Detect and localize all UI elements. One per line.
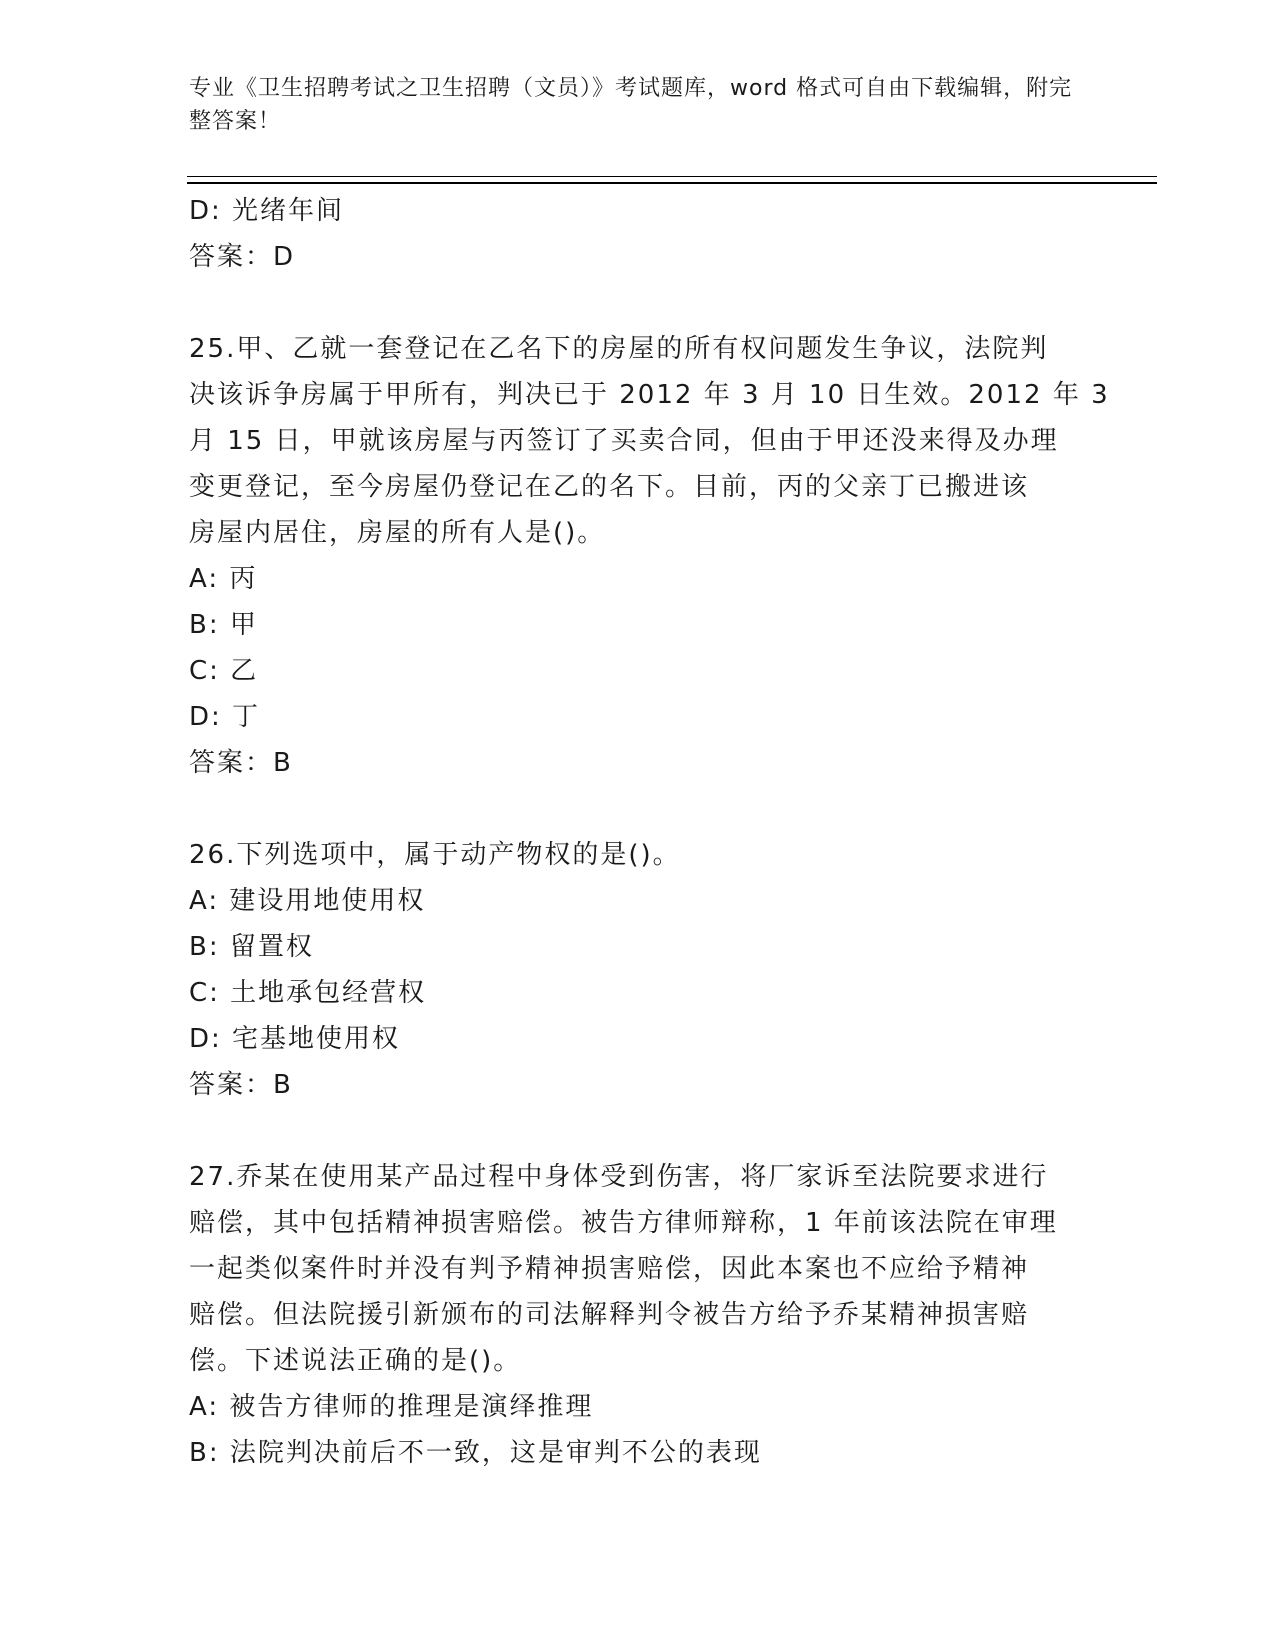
question-27-option-b: B: 法院判决前后不一致，这是审判不公的表现 [189, 1438, 762, 1468]
question-27-stem-line: 27.乔某在使用某产品过程中身体受到伤害，将厂家诉至法院要求进行 [189, 1162, 1049, 1192]
question-25 [189, 326, 1110, 786]
question-25-stem-line: 房屋内居住，房屋的所有人是()。 [189, 518, 606, 548]
question-26-option-c: C: 土地承包经营权 [189, 978, 427, 1008]
question-27-stem-line: 赔偿。但法院援引新颁布的司法解释判令被告方给予乔某精神损害赔 [189, 1300, 1030, 1330]
question-26 [189, 832, 1089, 1108]
prev-answer: 答案：D [189, 242, 296, 272]
question-25-stem-line: 决该诉争房属于甲所有，判决已于 2012 年 3 月 10 日生效。2012 年 3 [189, 380, 1110, 410]
question-27-stem-line: 偿。下述说法正确的是()。 [189, 1346, 522, 1376]
question-25-stem-line: 25.甲、乙就一套登记在乙名下的房屋的所有权问题发生争议，法院判 [189, 334, 1049, 364]
question-26-stem: 26.下列选项中，属于动产物权的是()。 [189, 840, 681, 870]
question-26-answer: 答案：B [189, 1070, 293, 1100]
question-content [189, 188, 1110, 1476]
question-25-option-d: D: 丁 [189, 702, 261, 732]
page-header: 专业《卫生招聘考试之卫生招聘（文员）》考试题库，word 格式可自由下载编辑，附完整答案！ [189, 76, 1073, 134]
question-25-answer: 答案：B [189, 748, 293, 778]
question-27-stem-line: 赔偿，其中包括精神损害赔偿。被告方律师辩称，1 年前该法院在审理 [189, 1208, 1058, 1238]
question-27 [189, 1154, 1089, 1476]
question-26-option-d: D: 宅基地使用权 [189, 1024, 401, 1054]
header-divider-thin [187, 176, 1157, 177]
question-25-option-c: C: 乙 [189, 656, 259, 686]
question-25-stem-line: 月 15 日，甲就该房屋与丙签订了买卖合同，但由于甲还没来得及办理 [189, 426, 1059, 456]
question-27-stem-line: 一起类似案件时并没有判予精神损害赔偿，因此本案也不应给予精神 [189, 1254, 1030, 1284]
question-25-stem-line: 变更登记，至今房屋仍登记在乙的名下。目前，丙的父亲丁已搬进该 [189, 472, 1030, 502]
question-25-option-a: A: 丙 [189, 564, 258, 594]
question-27-option-a: A: 被告方律师的推理是演绎推理 [189, 1392, 594, 1422]
header-divider-thick [187, 182, 1157, 184]
question-25-option-b: B: 甲 [189, 610, 258, 640]
question-26-option-a: A: 建设用地使用权 [189, 886, 426, 916]
question-26-option-b: B: 留置权 [189, 932, 314, 962]
prev-option-d: D: 光绪年间 [189, 196, 345, 226]
